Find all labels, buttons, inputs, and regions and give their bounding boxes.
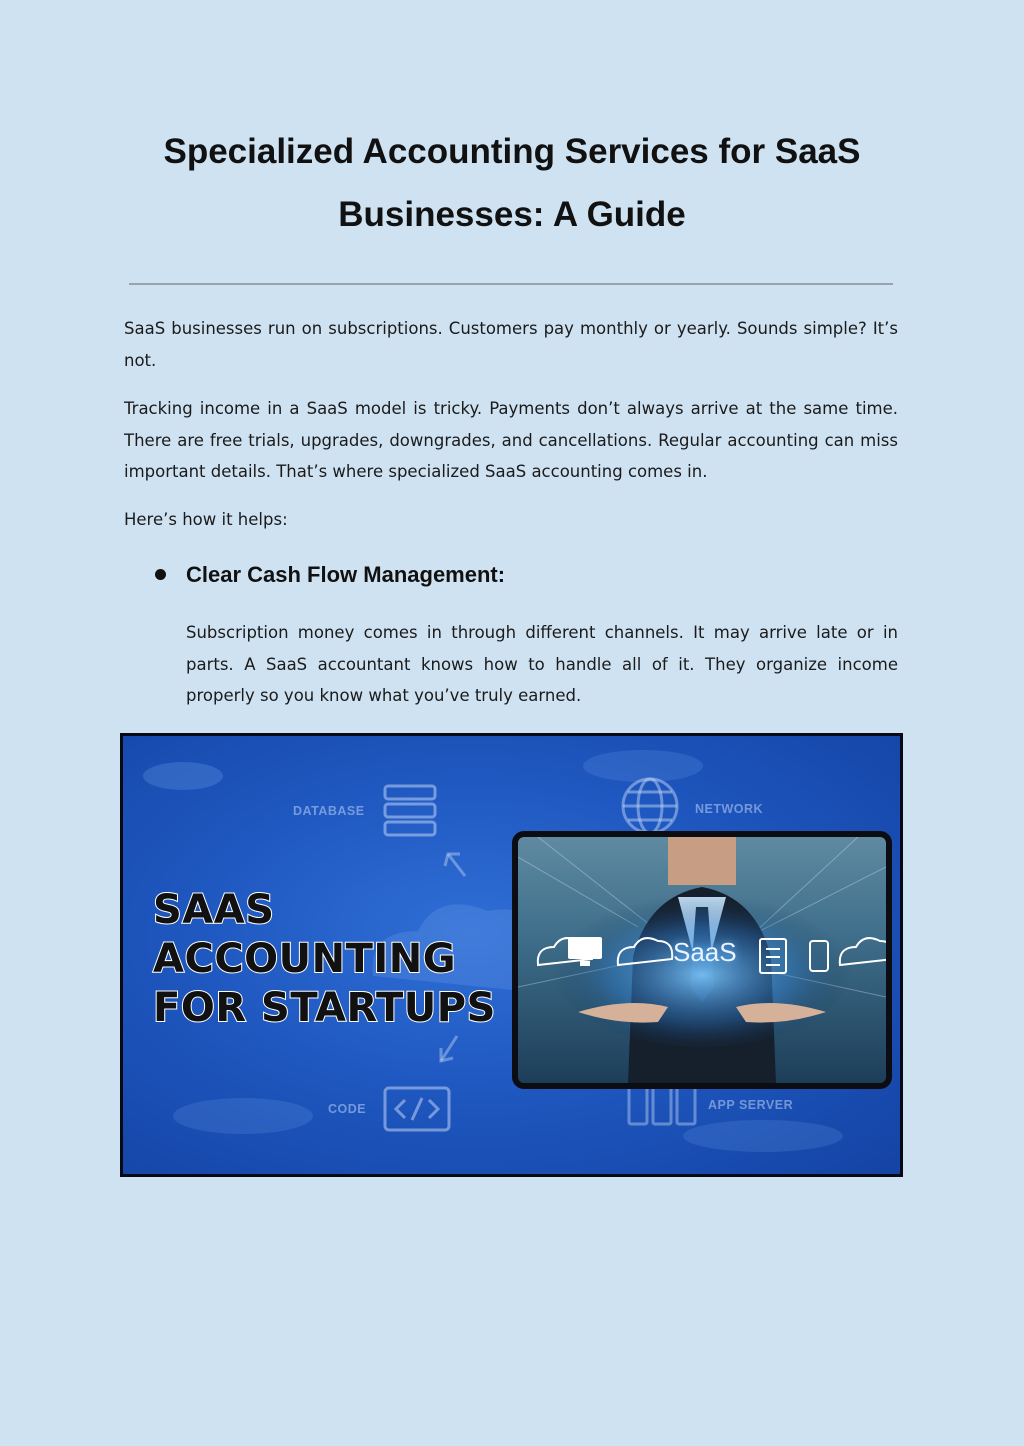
database-label: DATABASE xyxy=(293,804,365,818)
app-server-label: APP SERVER xyxy=(708,1098,794,1112)
banner-title-line: FOR STARTUPS xyxy=(153,985,496,1031)
helps-paragraph: Here’s how it helps: xyxy=(124,510,288,529)
code-icon xyxy=(385,1088,449,1130)
banner-title-line: SAAS xyxy=(153,887,275,933)
globe-icon xyxy=(623,779,677,833)
saas-hologram-text: SaaS xyxy=(673,937,737,967)
businessman-photo xyxy=(512,831,892,1089)
title-divider xyxy=(129,283,893,285)
banner-title-line: ACCOUNTING xyxy=(153,936,457,982)
banner-title xyxy=(153,886,496,1033)
bullet-dot-icon xyxy=(155,569,166,580)
intro-paragraph: SaaS businesses run on subscriptions. Customers pay monthly or yearly. Sounds simple? It’s not. xyxy=(124,319,898,370)
database-icon xyxy=(385,786,435,835)
saas-accounting-banner xyxy=(120,733,903,1177)
bullet-heading: Clear Cash Flow Management: xyxy=(186,562,506,587)
article-title: Specialized Accounting Services for SaaS Businesses: A Guide xyxy=(163,132,861,234)
code-label: CODE xyxy=(328,1102,367,1116)
tracking-paragraph: Tracking income in a SaaS model is tricky. Payments don’t always arrive at the same time. There are free trials, upgrades, downgrades, and cancellations. Regular accounting can miss important details. That’s where specialized SaaS accounting comes in. xyxy=(124,399,898,481)
bullet-paragraph: Subscription money comes in through different channels. It may arrive late or in parts. A SaaS accountant knows how to handle all of it. They organize income properly so you know what you’ve truly earned. xyxy=(186,623,898,705)
network-label: NETWORK xyxy=(695,802,764,816)
